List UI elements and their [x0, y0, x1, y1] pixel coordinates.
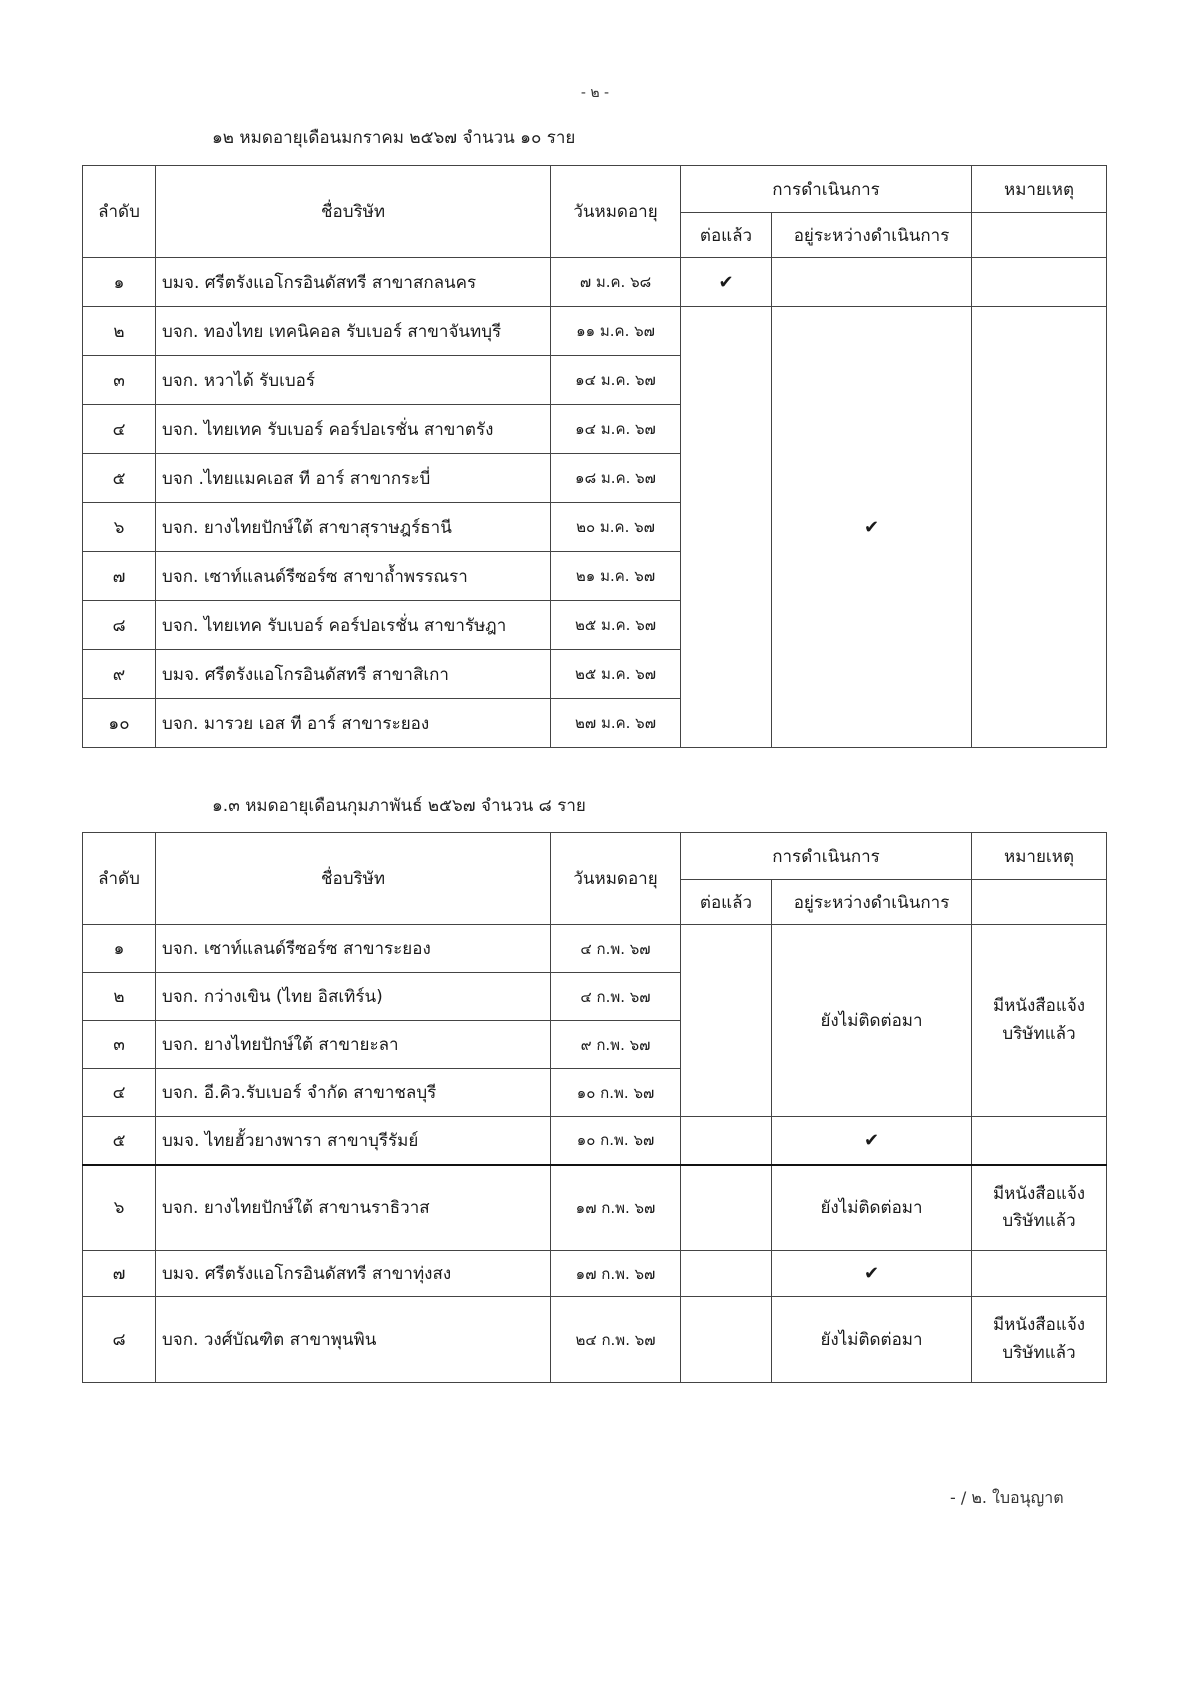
header-in-progress: อยู่ระหว่างดำเนินการ: [772, 880, 972, 925]
row-expiry: ๑๘ ม.ค. ๖๗: [551, 454, 681, 503]
section2-caption: ๑.๓ หมดอายุเดือนกุมภาพันธ์ ๒๕๖๗ จำนวน ๘ ราย: [212, 796, 586, 816]
row-renewed: [681, 1117, 772, 1165]
row-no: ๙: [83, 650, 156, 699]
row-no: ๘: [83, 601, 156, 650]
table-row: [83, 258, 1107, 307]
row-no: ๑๐: [83, 699, 156, 748]
row-renewed: [681, 1251, 772, 1297]
row-company: บจก. เซาท์แลนด์รีซอร์ซ สาขาถ้ำพรรณรา: [156, 552, 551, 601]
page-number: - ๒ -: [580, 85, 610, 101]
row-no: ๕: [83, 454, 156, 503]
section1-table: [82, 165, 1107, 748]
check-icon: ✔: [772, 1117, 972, 1165]
row-in-progress: [772, 258, 972, 307]
row-renewed-merged: [681, 925, 772, 1117]
row-expiry: ๔ ก.พ. ๖๗: [551, 973, 681, 1021]
table-row: [83, 307, 1107, 356]
row-expiry: ๙ ก.พ. ๖๗: [551, 1021, 681, 1069]
row-remark: [972, 1251, 1107, 1297]
row-expiry: ๒๔ ก.พ. ๖๗: [551, 1297, 681, 1383]
header-company: ชื่อบริษัท: [156, 833, 551, 925]
row-expiry: ๑๔ ม.ค. ๖๗: [551, 405, 681, 454]
header-remark-sub: [972, 213, 1107, 258]
row-company: บมจ. ไทยฮั้วยางพารา สาขาบุรีรัมย์: [156, 1117, 551, 1165]
table-row: [83, 1117, 1107, 1165]
header-remark-sub: [972, 880, 1107, 925]
check-icon: ✔: [772, 1251, 972, 1297]
row-company: บจก. กว่างเขิน (ไทย อิสเทิร์น): [156, 973, 551, 1021]
row-no: ๘: [83, 1297, 156, 1383]
row-no: ๗: [83, 552, 156, 601]
row-no: ๑: [83, 925, 156, 973]
row-remark: มีหนังสือแจ้ง บริษัทแล้ว: [972, 1297, 1107, 1383]
row-expiry: ๒๑ ม.ค. ๖๗: [551, 552, 681, 601]
row-in-progress: ยังไม่ติดต่อมา: [772, 1297, 972, 1383]
row-remark: มีหนังสือแจ้ง บริษัทแล้ว: [972, 1165, 1107, 1251]
row-remark-merged: [972, 307, 1107, 748]
row-company: บมจ. ศรีตรังแอโกรอินดัสทรี สาขาสิเกา: [156, 650, 551, 699]
row-expiry: ๔ ก.พ. ๖๗: [551, 925, 681, 973]
row-company: บจก. ไทยเทค รับเบอร์ คอร์ปอเรชั่น สาขารัษฎา: [156, 601, 551, 650]
row-remark: [972, 258, 1107, 307]
header-renewed: ต่อแล้ว: [681, 213, 772, 258]
header-no: ลำดับ: [83, 166, 156, 258]
row-expiry: ๑๔ ม.ค. ๖๗: [551, 356, 681, 405]
section2-table: [82, 832, 1107, 1383]
row-company: บจก. วงศ์บัณฑิต สาขาพุนพิน: [156, 1297, 551, 1383]
table-row: [83, 1165, 1107, 1251]
header-renewed: ต่อแล้ว: [681, 880, 772, 925]
check-icon: ✔: [772, 307, 972, 748]
row-company: บมจ. ศรีตรังแอโกรอินดัสทรี สาขาสกลนคร: [156, 258, 551, 307]
footer-continuation: - / ๒. ใบอนุญาต: [950, 1488, 1064, 1507]
header-remark: หมายเหตุ: [972, 833, 1107, 880]
row-no: ๔: [83, 1069, 156, 1117]
row-expiry: ๒๗ ม.ค. ๖๗: [551, 699, 681, 748]
row-no: ๓: [83, 1021, 156, 1069]
row-no: ๕: [83, 1117, 156, 1165]
row-no: ๗: [83, 1251, 156, 1297]
table-row: [83, 1297, 1107, 1383]
row-no: ๖: [83, 503, 156, 552]
section1-caption: ๑๒ หมดอายุเดือนมกราคม ๒๕๖๗ จำนวน ๑๐ ราย: [212, 128, 576, 148]
row-no: ๒: [83, 307, 156, 356]
row-expiry: ๒๕ ม.ค. ๖๗: [551, 601, 681, 650]
header-expiry: วันหมดอายุ: [551, 833, 681, 925]
row-company: บมจ. ศรีตรังแอโกรอินดัสทรี สาขาทุ่งสง: [156, 1251, 551, 1297]
row-company: บจก. ทองไทย เทคนิคอล รับเบอร์ สาขาจันทบุรี: [156, 307, 551, 356]
row-remark: [972, 1117, 1107, 1165]
row-expiry: ๗ ม.ค. ๖๘: [551, 258, 681, 307]
row-company: บจก. ยางไทยปักษ์ใต้ สาขายะลา: [156, 1021, 551, 1069]
row-renewed: [681, 1297, 772, 1383]
row-company: บจก. หวาได้ รับเบอร์: [156, 356, 551, 405]
row-expiry: ๑๗ ก.พ. ๖๗: [551, 1165, 681, 1251]
row-company: บจก .ไทยแมคเอส ที อาร์ สาขากระบี่: [156, 454, 551, 503]
row-company: บจก. มารวย เอส ที อาร์ สาขาระยอง: [156, 699, 551, 748]
row-expiry: ๑๑ ม.ค. ๖๗: [551, 307, 681, 356]
row-renewed: [681, 1165, 772, 1251]
row-no: ๑: [83, 258, 156, 307]
header-company: ชื่อบริษัท: [156, 166, 551, 258]
row-company: บจก. ยางไทยปักษ์ใต้ สาขาสุราษฎร์ธานี: [156, 503, 551, 552]
row-company: บจก. ไทยเทค รับเบอร์ คอร์ปอเรชั่น สาขาตรัง: [156, 405, 551, 454]
row-in-progress: ยังไม่ติดต่อมา: [772, 1165, 972, 1251]
row-no: ๔: [83, 405, 156, 454]
row-company: บจก. อี.คิว.รับเบอร์ จำกัด สาขาชลบุรี: [156, 1069, 551, 1117]
row-renewed-merged: [681, 307, 772, 748]
header-action: การดำเนินการ: [681, 166, 972, 213]
row-no: ๒: [83, 973, 156, 1021]
header-action: การดำเนินการ: [681, 833, 972, 880]
row-expiry: ๒๕ ม.ค. ๖๗: [551, 650, 681, 699]
row-company: บจก. ยางไทยปักษ์ใต้ สาขานราธิวาส: [156, 1165, 551, 1251]
row-expiry: ๑๗ ก.พ. ๖๗: [551, 1251, 681, 1297]
check-icon: ✔: [681, 258, 772, 307]
table-row: [83, 1251, 1107, 1297]
header-remark: หมายเหตุ: [972, 166, 1107, 213]
row-no: ๓: [83, 356, 156, 405]
header-in-progress: อยู่ระหว่างดำเนินการ: [772, 213, 972, 258]
header-expiry: วันหมดอายุ: [551, 166, 681, 258]
header-no: ลำดับ: [83, 833, 156, 925]
row-in-progress-merged: ยังไม่ติดต่อมา: [772, 925, 972, 1117]
row-expiry: ๑๐ ก.พ. ๖๗: [551, 1069, 681, 1117]
row-company: บจก. เซาท์แลนด์รีซอร์ซ สาขาระยอง: [156, 925, 551, 973]
row-expiry: ๑๐ ก.พ. ๖๗: [551, 1117, 681, 1165]
row-remark-merged: มีหนังสือแจ้ง บริษัทแล้ว: [972, 925, 1107, 1117]
row-no: ๖: [83, 1165, 156, 1251]
row-expiry: ๒๐ ม.ค. ๖๗: [551, 503, 681, 552]
table-row: [83, 925, 1107, 973]
